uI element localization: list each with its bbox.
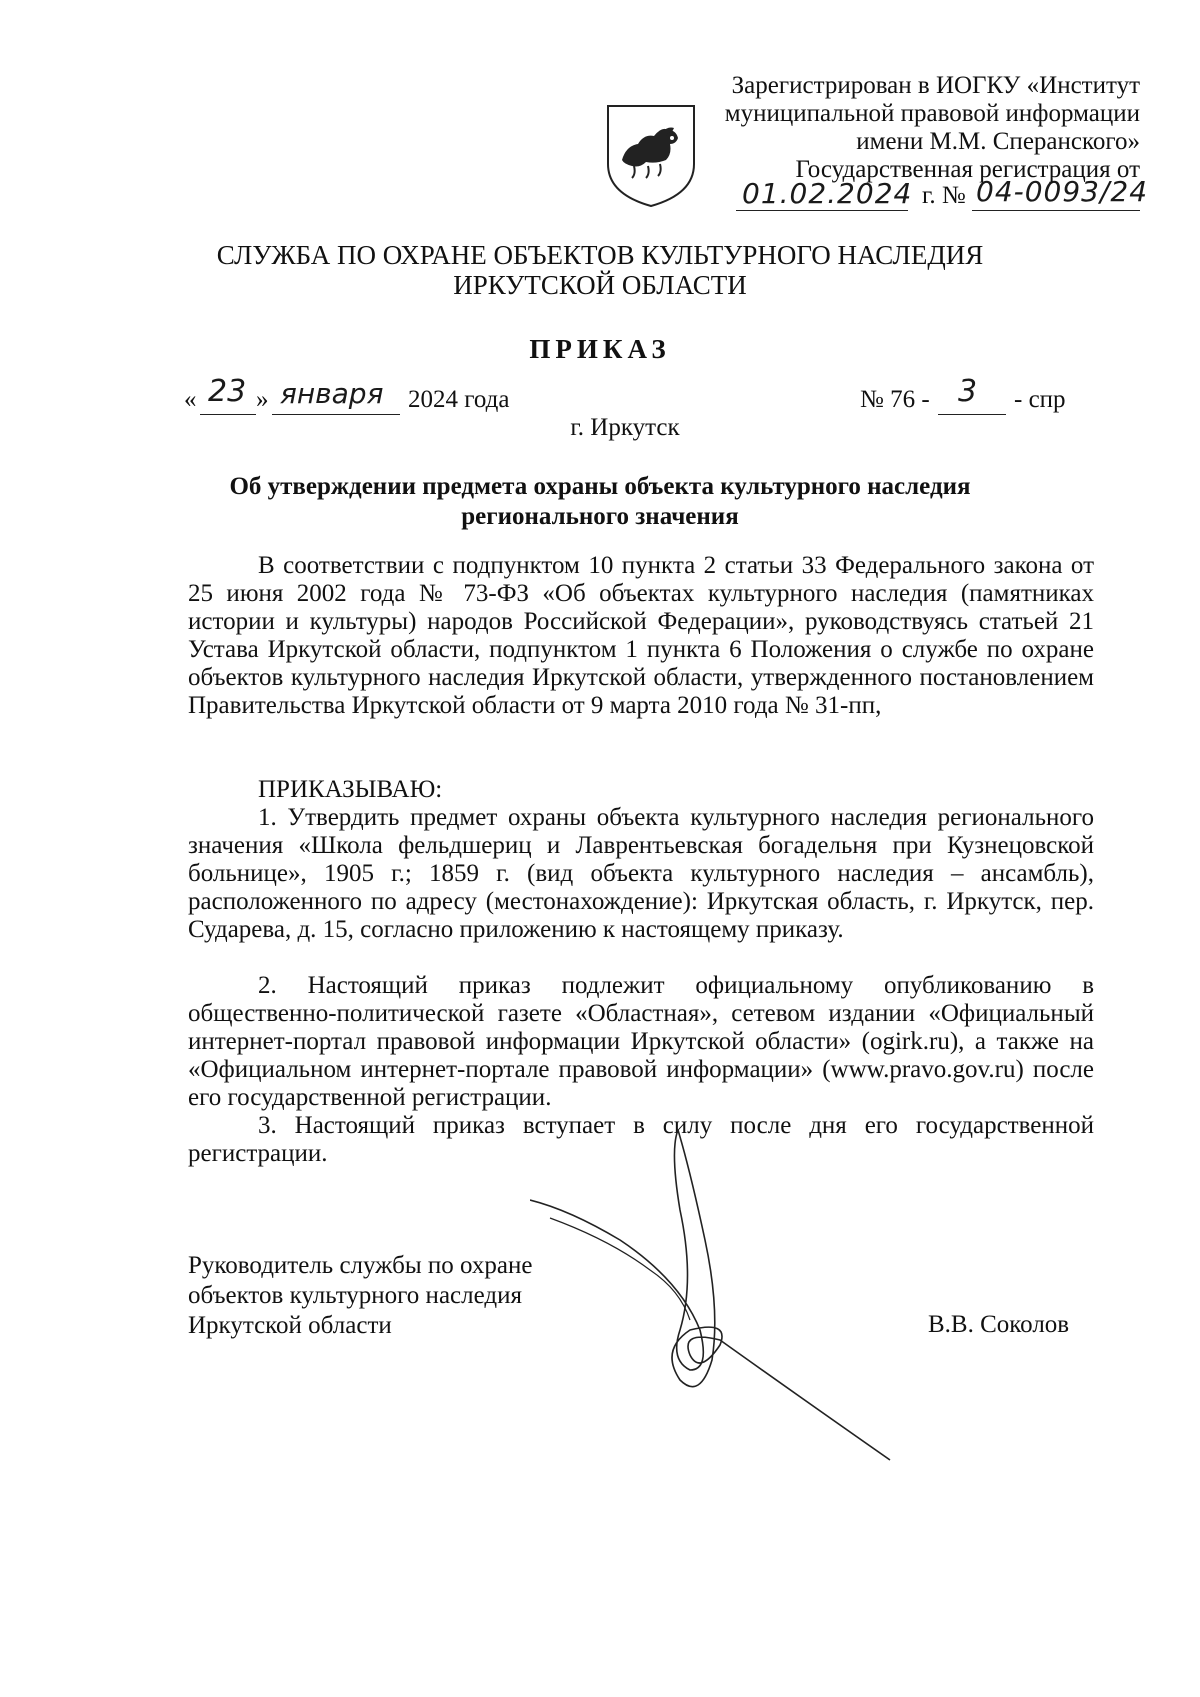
order-city: г. Иркутск bbox=[570, 414, 680, 441]
document-type: ПРИКАЗ bbox=[529, 334, 671, 364]
command-word: ПРИКАЗЫВАЮ: bbox=[258, 776, 443, 803]
signer-name: В.В. Соколов bbox=[928, 1311, 1070, 1338]
item-1-paragraph: 1. Утвердить предмет охраны объекта культурного наследия регионального значения «Школа фельдшериц и Лаврентьевская богадельня при Кузнецовской больнице», 1905 г.; 1859 г. (вид объекта культурного наследия – ансамбль), расположенного по адресу (местонахождение): Иркутская область, г. Иркутск, пер. Сударева, д. 15, согласно приложению к настоящему приказу. bbox=[188, 804, 1094, 943]
title-line-1: Об утверждении предмета охраны объекта культурного наследия bbox=[229, 473, 971, 500]
signer-position-line: объектов культурного наследия bbox=[188, 1282, 522, 1309]
order-number-prefix: № 76 - bbox=[860, 386, 930, 413]
order-day: 23 bbox=[208, 374, 247, 409]
title-line-2: регионального значения bbox=[461, 503, 739, 530]
document-title bbox=[0, 472, 1200, 532]
registration-number-line bbox=[660, 175, 1149, 212]
item-3-paragraph: 3. Настоящий приказ вступает в силу после дня его государственной регистрации. bbox=[188, 1112, 1094, 1167]
order-year: 2024 года bbox=[408, 386, 510, 413]
organization-line-2: ИРКУТСКОЙ ОБЛАСТИ bbox=[453, 270, 747, 300]
signer-position-line: Руководитель службы по охране bbox=[188, 1252, 533, 1279]
registration-line: Зарегистрирован в ИОГКУ «Институт bbox=[731, 72, 1140, 99]
order-month: января bbox=[280, 377, 384, 410]
registration-line: Государственная регистрация от bbox=[795, 156, 1140, 183]
handwritten-signature bbox=[530, 1130, 910, 1490]
preamble-paragraph: В соответствии с подпунктом 10 пункта 2 статьи 33 Федерального закона от 25 июня 2002 года № 73-ФЗ «Об объектах культурного наследия (памятниках истории и культуры) народов Российской Федерации», руководствуясь статьей 21 Устава Иркутской области, подпунктом 1 пункта 6 Положения о службе по охране объектов культурного наследия Иркутской области, утвержденного постановлением Правительства Иркутской области от 9 марта 2010 года № 31-пп, bbox=[188, 552, 1094, 719]
registration-number: 04-0093/24 bbox=[976, 175, 1149, 208]
organization-line-1: СЛУЖБА ПО ОХРАНЕ ОБЪЕКТОВ КУЛЬТУРНОГО НАСЛЕДИЯ bbox=[216, 240, 984, 270]
signer-position-line: Иркутской области bbox=[188, 1312, 392, 1339]
organization-name bbox=[0, 240, 1200, 300]
registration-line: муниципальной правовой информации bbox=[724, 100, 1140, 127]
item-2-paragraph: 2. Настоящий приказ подлежит официальному опубликованию в общественно-политической газете «Областная», сетевом издании «Официальный интернет-портал правовой информации Иркутской области» (ogirk.ru), а также на «Официальном интернет-портале правовой информации» (www.pravo.gov.ru) после его государственной регистрации. bbox=[188, 972, 1094, 1111]
registration-stamp bbox=[660, 72, 1140, 184]
registration-line: имени М.М. Сперанского» bbox=[856, 128, 1140, 155]
registration-date: 01.02.2024 bbox=[742, 177, 913, 210]
signer-position bbox=[188, 1251, 532, 1341]
registration-number-label: г. № bbox=[922, 182, 966, 209]
order-number-suffix: - спр bbox=[1014, 386, 1066, 413]
order-number-value: 3 bbox=[958, 374, 978, 409]
